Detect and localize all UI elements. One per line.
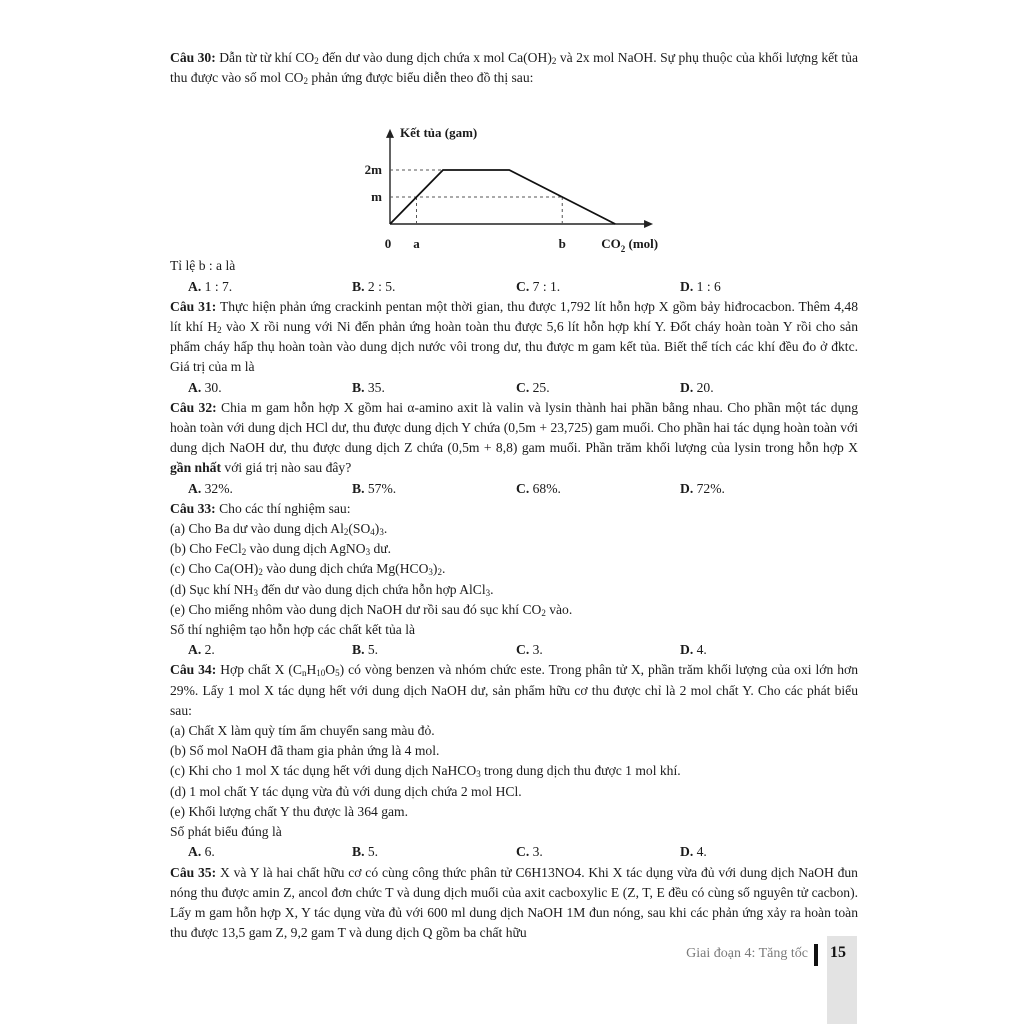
answer-options [170, 842, 858, 862]
statement-c: (c) Khi cho 1 mol X tác dụng hết với dung dịch NaHCO$_3$ trong dung dịch thu được 1 mol khí. [170, 763, 681, 780]
option-b[interactable]: B. 57%. [352, 480, 397, 496]
question-prompt: Số thí nghiệm tạo hỗn hợp các chất kết tủa là [170, 622, 416, 638]
experiment-c: (c) Cho $Ca(OH)_2$ vào dung dịch chứa $Mg(HCO_3)_2$. [170, 561, 446, 578]
option-a[interactable]: A. 6. [188, 844, 215, 860]
option-c[interactable]: C. 25. [516, 379, 550, 395]
y-axis-title: Kết tủa (gam) [400, 125, 478, 141]
origin-label: 0 [384, 236, 392, 252]
x-tick-label: b [558, 236, 566, 252]
option-d[interactable]: D. 1 : 6 [680, 278, 721, 294]
question-label: Câu 30: [170, 50, 216, 65]
question-31: Câu 31: Thực hiện phản ứng crackinh pentan một thời gian, thu được 1,792 lít hỗn hợp X gồm bảy hiđrocacbon. Thêm 4,48 lít khí $H_2$ vào X rồi nung với Ni đến phản ứng hoàn toàn thu được 5,6 lít hỗn hợp khí Y. Đốt cháy hoàn toàn Y rồi cho sản phẩm cháy hấp thụ hoàn toàn vào dung dịch nước vôi trong dư, thu được m gam kết tủa. Biết thể tích các khí đều đo ở đktc. Giá trị của m là [170, 298, 858, 375]
option-d[interactable]: D. 72%. [680, 480, 725, 496]
page-number: 15 [830, 944, 846, 961]
page-footer [668, 944, 858, 968]
footer-divider [814, 944, 818, 966]
question-label: Câu 35: [170, 864, 217, 880]
question-30: Câu 30: Dẫn từ từ khí $CO_2$ đến dư vào dung dịch chứa x mol $Ca(OH)_2$ và 2x mol NaOH. Sự phụ thuộc của khối lượng kết tủa thu được vào số mol $CO_2$ phản ứng được biểu diễn theo đồ thị sau: [170, 50, 859, 87]
question-32: Câu 32: Chia m gam hỗn hợp X gồm hai α-amino axit là valin và lysin thành hai phần bằng nhau. Cho phần một tác dụng hoàn toàn với dung dịch HCl dư, thu được dung dịch Y chứa (0,5m + 23,725) gam muối. Cho phần hai tác dụng hoàn toàn với dung dịch NaOH dư, thu được dung dịch Z chứa (0,5m + 8,8) gam muối. Phần trăm khối lượng của lysin trong hỗn hợp X gần nhất với giá trị nào sau đây? [170, 399, 858, 476]
option-c[interactable]: C. 7 : 1. [516, 278, 561, 294]
question-prompt: Số phát biểu đúng là [170, 824, 282, 840]
experiment-b: (b) Cho FeCl$_2$ vào dung dịch AgNO$_3$ dư. [170, 541, 392, 558]
option-c[interactable]: C. 68%. [516, 480, 561, 496]
experiment-d: (d) Sục khí $NH_3$ đến dư vào dung dịch chứa hỗn hợp AlCl$_3$. [170, 581, 494, 598]
y-axis-arrow [386, 129, 394, 138]
question-label: Câu 32: [170, 399, 217, 415]
precipitate-graph [170, 88, 858, 256]
x-axis-arrow [644, 220, 653, 228]
statement-a: (a) Chất X làm quỳ tím ẩm chuyển sang màu đỏ. [170, 723, 435, 739]
option-b[interactable]: B. 35. [352, 379, 385, 395]
question-label: Câu 31: [170, 298, 217, 314]
statement-b: (b) Số mol NaOH đã tham gia phản ứng là 4 mol. [170, 743, 440, 759]
series-line [390, 170, 615, 224]
page-content [170, 48, 858, 943]
option-d[interactable]: D. 20. [680, 379, 714, 395]
option-b[interactable]: B. 5. [352, 642, 379, 658]
answer-options [170, 277, 858, 297]
y-tick-label: m [371, 189, 382, 205]
answer-options [170, 479, 858, 499]
ratio-question: Tỉ lệ b : a là [170, 258, 236, 274]
option-b[interactable]: B. 5. [352, 844, 379, 860]
chart-svg [350, 88, 659, 256]
option-c[interactable]: C. 3. [516, 844, 543, 860]
option-d[interactable]: D. 4. [680, 844, 707, 860]
answer-options [170, 640, 858, 660]
question-34: Câu 34: Hợp chất X $(C_nH_{10}O_5)$ có vòng benzen và nhóm chức este. Trong phân tử X, phần trăm khối lượng của oxi lớn hơn 29%. Lấy 1 mol X tác dụng hết với dung dịch NaOH dư, sản phẩm hữu cơ thu được chỉ là 2 mol chất Y. Cho các phát biểu sau: [170, 662, 858, 718]
option-a[interactable]: A. 30. [188, 379, 222, 395]
statement-e: (e) Khối lượng chất Y thu được là 364 gam. [170, 803, 408, 819]
statement-d: (d) 1 mol chất Y tác dụng vừa đủ với dung dịch chứa 2 mol HCl. [170, 783, 522, 799]
question-label: Câu 34: [170, 662, 217, 678]
question-33: Câu 33: Cho các thí nghiệm sau: [170, 500, 351, 516]
question-label: Câu 33: [170, 500, 216, 516]
y-tick-label: 2m [364, 162, 382, 178]
question-35: Câu 35: X và Y là hai chất hữu cơ có cùng công thức phân tử C6H13NO4. Khi X tác dụng vừa đủ với dung dịch NaOH đun nóng thu được amin Z, ancol đơn chức T và dung dịch muối của axit cacboxylic E (Z, T, E đều có cùng số nguyên tử cacbon). Lấy m gam hỗn hợp X, Y tác dụng vừa đủ với 600 ml dung dịch NaOH 1M đun nóng, sau khi các phản ứng xảy ra hoàn toàn thu được 13,5 gam Z, 9,2 gam T và dung dịch Q gồm ba chất hữu [170, 864, 858, 941]
option-d[interactable]: D. 4. [680, 642, 707, 658]
option-b[interactable]: B. 2 : 5. [352, 278, 396, 294]
experiment-a: (a) Cho Ba dư vào dung dịch $Al_2(SO_4)_3$. [170, 521, 388, 538]
section-title: Giai đoạn 4: Tăng tốc [686, 946, 808, 961]
option-c[interactable]: C. 3. [516, 642, 543, 658]
option-a[interactable]: A. 2. [188, 642, 215, 658]
option-a[interactable]: A. 1 : 7. [188, 278, 233, 294]
option-a[interactable]: A. 32%. [188, 480, 233, 496]
experiment-e: (e) Cho miếng nhôm vào dung dịch NaOH dư rồi sau đó sục khí $CO_2$ vào. [170, 601, 573, 618]
answer-options [170, 378, 858, 398]
x-tick-label: a [413, 236, 420, 252]
x-axis-title: $CO_2$ (mol) [601, 236, 659, 255]
